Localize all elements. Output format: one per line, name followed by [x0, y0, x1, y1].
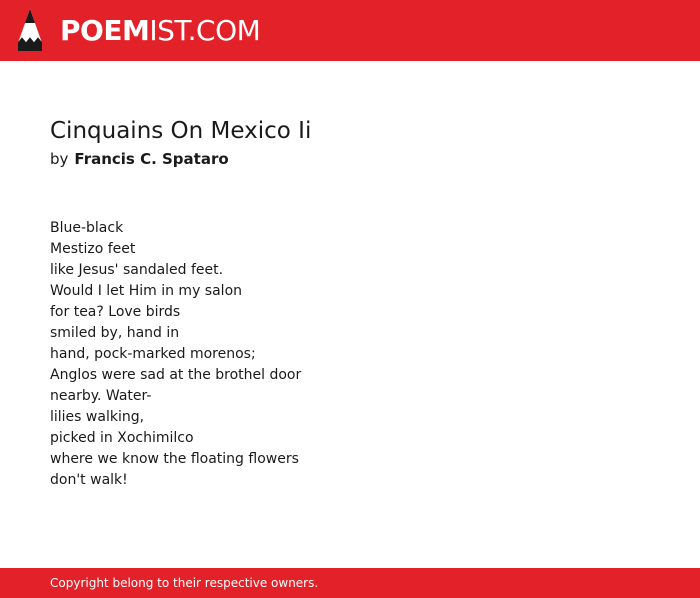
poem-line: smiled by, hand in: [50, 325, 180, 341]
poem-byline: [50, 148, 670, 170]
poem-line: don't walk!: [50, 472, 128, 488]
poem-line: nearby. Water-: [50, 388, 152, 404]
poem-line: like Jesus' sandaled feet.: [50, 262, 224, 278]
pencil-tip-icon: [18, 9, 42, 51]
copyright-text: Copyright belong to their respective owners.: [50, 576, 319, 590]
poem-line: picked in Xochimilco: [50, 430, 194, 446]
poem-header: [50, 116, 670, 170]
poem-line: hand, pock-marked morenos;: [50, 346, 256, 362]
site-logo-link[interactable]: [18, 0, 260, 61]
by-label: by: [50, 150, 69, 168]
site-logo-text: [60, 0, 260, 61]
poem-line: lilies walking,: [50, 409, 145, 425]
poem-line: Blue-black: [50, 220, 124, 236]
poem-line: Would I let Him in my salon: [50, 283, 243, 299]
poem-line: where we know the floating flowers: [50, 451, 299, 467]
logo-text-light: IST.COM: [149, 14, 261, 47]
logo-text-bold: POEM: [60, 14, 150, 47]
poem-line: Anglos were sad at the brothel door: [50, 367, 302, 383]
site-header: [0, 0, 700, 61]
poem-title: Cinquains On Mexico Ii: [50, 118, 312, 144]
site-footer: [0, 568, 700, 598]
poem-line: Mestizo feet: [50, 241, 136, 257]
author-link[interactable]: Francis C. Spataro: [74, 150, 229, 168]
poem-body: [50, 218, 650, 491]
poem-line: for tea? Love birds: [50, 304, 181, 320]
